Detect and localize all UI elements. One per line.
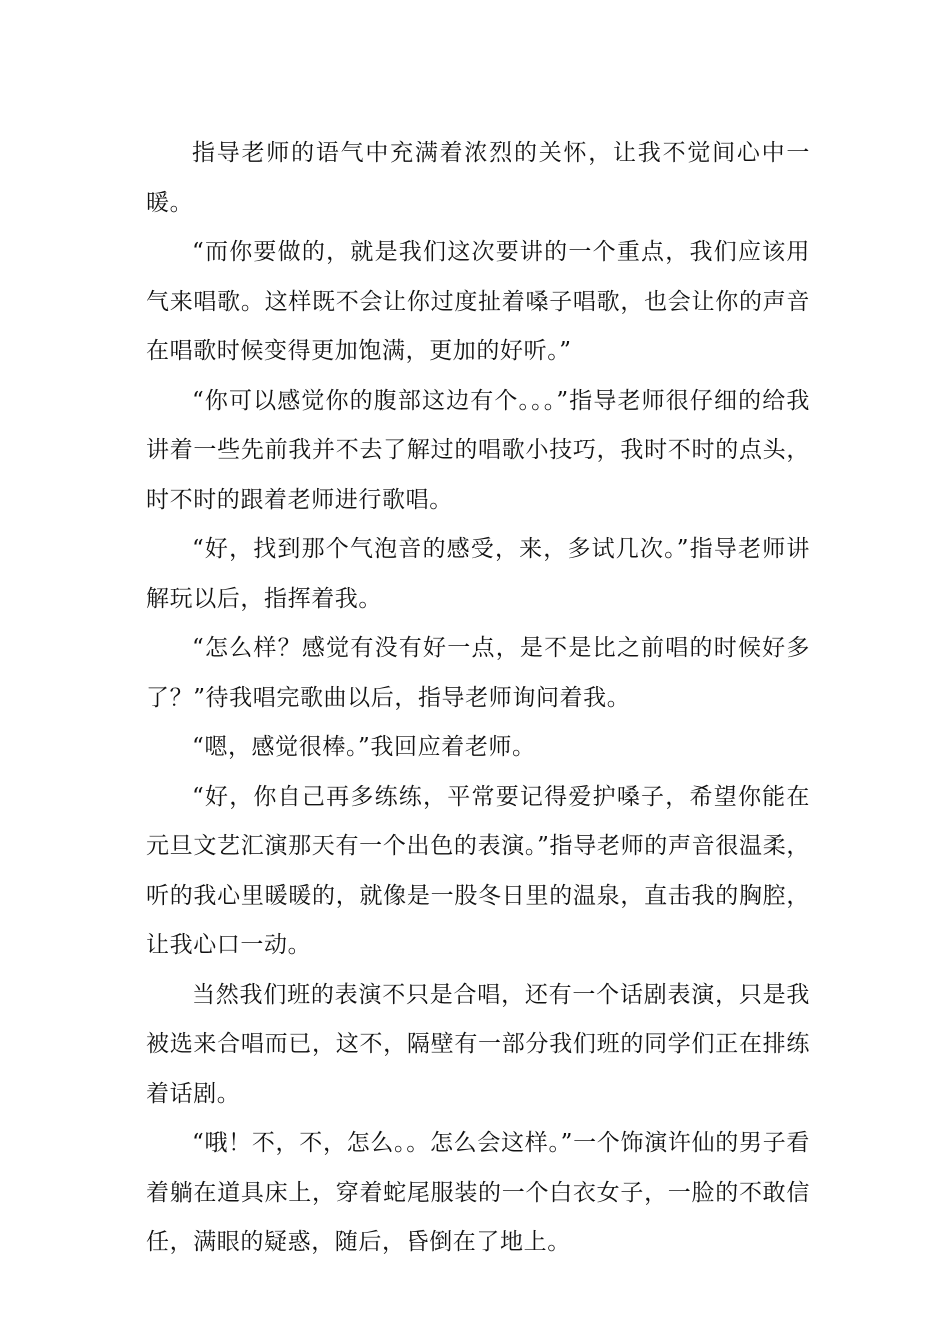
paragraph: “而你要做的，就是我们这次要讲的一个重点，我们应该用气来唱歌。这样既不会让你过度扯着嗓子唱歌，也会让你的声音在唱歌时候变得更加饱满，更加的好听。” [146, 239, 810, 364]
paragraph: “你可以感觉你的腹部这边有个。。。”指导老师很仔细的给我讲着一些先前我并不去了解过的唱歌小技巧，我时不时的点头，时不时的跟着老师进行歌唱。 [146, 387, 810, 513]
paragraph: 当然我们班的表演不只是合唱，还有一个话剧表演，只是我被选来合唱而已，这不，隔壁有一部分我们班的同学们正在排练着话剧。 [146, 981, 810, 1107]
paragraph: “怎么样？感觉有没有好一点，是不是比之前唱的时候好多了？”待我唱完歌曲以后，指导老师询问着我。 [146, 635, 810, 711]
paragraph: 指导老师的语气中充满着浓烈的关怀，让我不觉间心中一暖。 [146, 140, 810, 216]
paragraph: “哦！不，不，怎么。。怎么会这样。”一个饰演许仙的男子看着躺在道具床上，穿着蛇尾服装的一个白衣女子，一脸的不敢信任，满眼的疑惑，随后，昏倒在了地上。 [146, 1130, 810, 1255]
paragraph: “嗯，感觉很棒。”我回应着老师。 [192, 734, 536, 760]
document-body [146, 129, 810, 1268]
paragraph: “好，你自己再多练练，平常要记得爱护嗓子，希望你能在元旦文艺汇演那天有一个出色的表演。”指导老师的声音很温柔，听的我心里暖暖的，就像是一股冬日里的温泉，直击我的胸腔，让我心口一动。 [146, 783, 810, 958]
paragraph: “好，找到那个气泡音的感受，来，多试几次。”指导老师讲解玩以后，指挥着我。 [146, 536, 810, 612]
